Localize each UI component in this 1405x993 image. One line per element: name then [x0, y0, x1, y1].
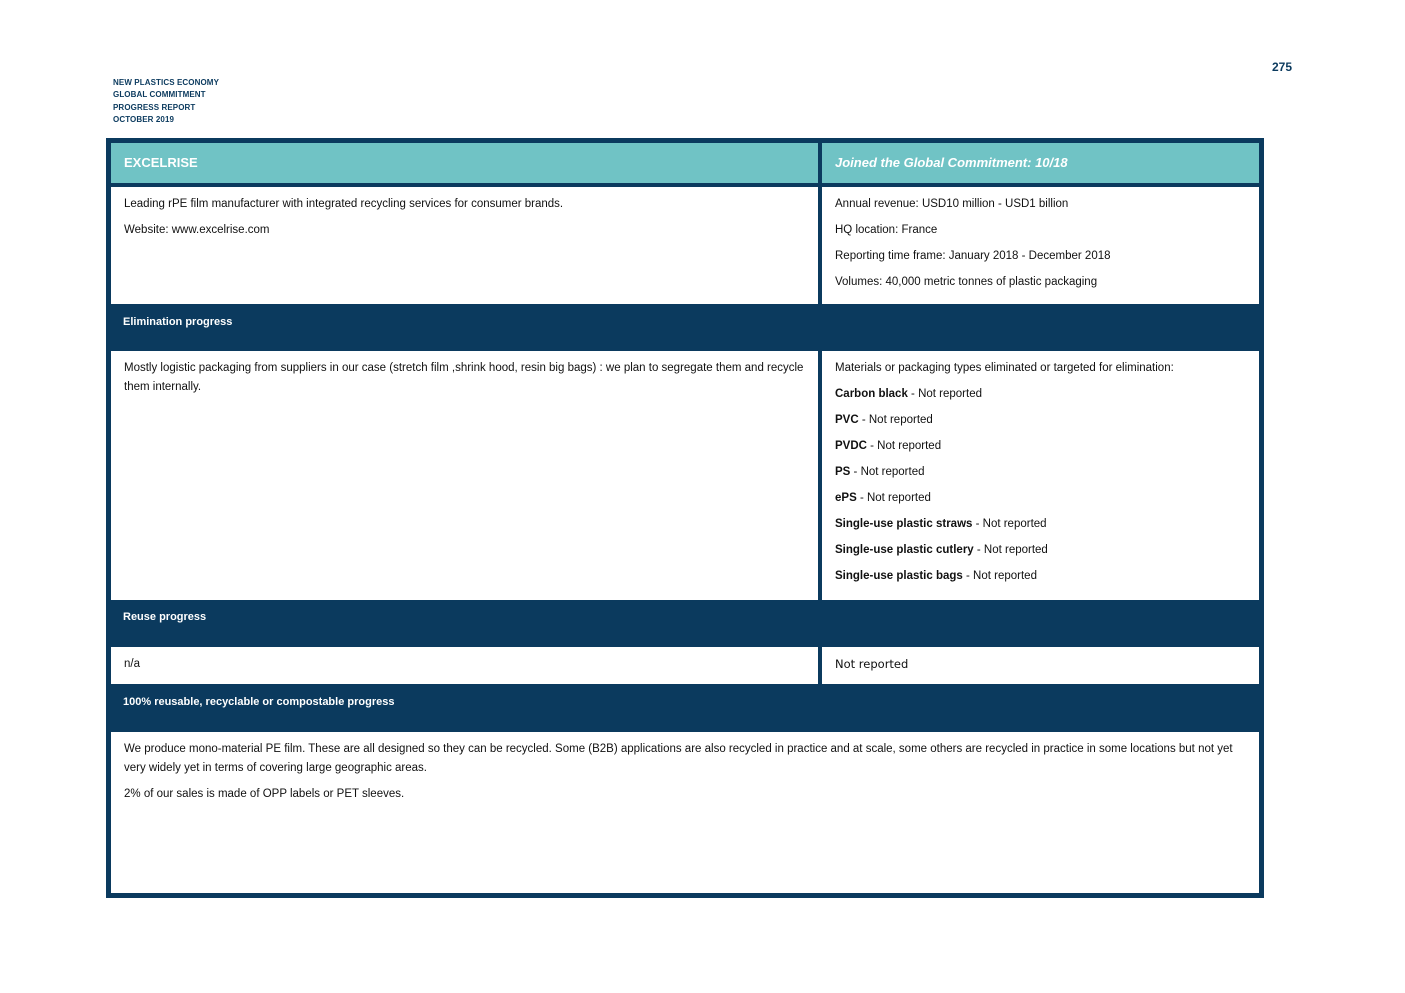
- annual-revenue: Annual revenue: USD10 million - USD1 billion: [835, 198, 1069, 210]
- material-name: Single-use plastic straws: [835, 518, 973, 530]
- company-facts-cell: [822, 187, 1259, 304]
- joined-commitment: Joined the Global Commitment: 10/18: [835, 155, 1068, 170]
- elimination-section-title: Elimination progress: [123, 316, 233, 328]
- material-status: - Not reported: [858, 414, 933, 426]
- material-item: [835, 437, 1246, 456]
- material-name: PVDC: [835, 440, 867, 452]
- material-status: - Not reported: [866, 440, 942, 452]
- materials-intro: Materials or packaging types eliminated or targeted for elimination:: [835, 362, 1174, 374]
- report-header-line: GLOBAL COMMITMENT: [113, 90, 206, 100]
- material-name: PS: [835, 466, 851, 478]
- page-number: 275: [1271, 60, 1292, 74]
- material-status: - Not reported: [973, 544, 1048, 556]
- material-item: [835, 489, 1246, 508]
- company-description-cell: [111, 187, 818, 304]
- reuse-left-cell: [111, 647, 818, 684]
- material-status: - Not reported: [972, 518, 1047, 530]
- recyclable-paragraph: 2% of our sales is made of OPP labels or PET sleeves.: [124, 788, 405, 800]
- material-item: [835, 385, 1246, 404]
- report-header-line: OCTOBER 2019: [113, 114, 175, 124]
- material-status: - Not reported: [907, 388, 983, 400]
- material-name: PVC: [835, 414, 859, 426]
- report-header-line: PROGRESS REPORT: [113, 102, 196, 112]
- hq-location: HQ location: France: [835, 224, 938, 236]
- reuse-left-text: n/a: [124, 658, 140, 670]
- reuse-section-title: Reuse progress: [123, 611, 207, 623]
- material-name: Single-use plastic bags: [835, 570, 963, 582]
- reuse-right-cell: [822, 647, 1259, 684]
- reuse-right-text: Not reported: [835, 657, 909, 671]
- recyclable-section-title: 100% reusable, recyclable or compostable progress: [123, 696, 395, 708]
- material-item: [835, 411, 1246, 430]
- material-name: Single-use plastic cutlery: [835, 544, 974, 556]
- company-description: Leading rPE film manufacturer with integrated recycling services for consumer brands.: [124, 198, 564, 210]
- material-name: ePS: [835, 492, 857, 504]
- volumes: Volumes: 40,000 metric tonnes of plastic packaging: [835, 276, 1098, 288]
- material-status: - Not reported: [962, 570, 1037, 582]
- report-header-line: NEW PLASTICS ECONOMY: [113, 78, 220, 87]
- material-item: [835, 515, 1246, 534]
- elimination-text: Mostly logistic packaging from suppliers in our case (stretch film ,shrink hood, resin big bags) : we plan to segregate them and recycle them internally.: [124, 362, 804, 393]
- elimination-text-cell: [111, 351, 818, 600]
- company-name: EXCELRISE: [124, 155, 198, 170]
- elimination-materials-cell: [822, 351, 1259, 600]
- material-status: - Not reported: [856, 492, 931, 504]
- recyclable-text-cell: [111, 732, 1259, 893]
- report-header: [113, 77, 219, 126]
- material-item: [835, 541, 1246, 560]
- material-status: - Not reported: [850, 466, 925, 478]
- material-item: [835, 463, 1246, 482]
- reporting-time-frame: Reporting time frame: January 2018 - December 2018: [835, 250, 1111, 262]
- company-name-cell: [111, 143, 818, 183]
- company-website[interactable]: Website: www.excelrise.com: [124, 224, 270, 236]
- material-name: Carbon black: [835, 388, 908, 400]
- recyclable-paragraph: We produce mono-material PE film. These are all designed so they can be recycled. Some (B2B) applications are also recycled in practice and at scale, some others are recycled in practice in some locations but not yet very widely yet in terms of covering large geographic areas.: [124, 743, 1233, 774]
- joined-commitment-cell: [822, 143, 1259, 183]
- company-profile-table: [106, 138, 1264, 898]
- material-item: [835, 567, 1246, 586]
